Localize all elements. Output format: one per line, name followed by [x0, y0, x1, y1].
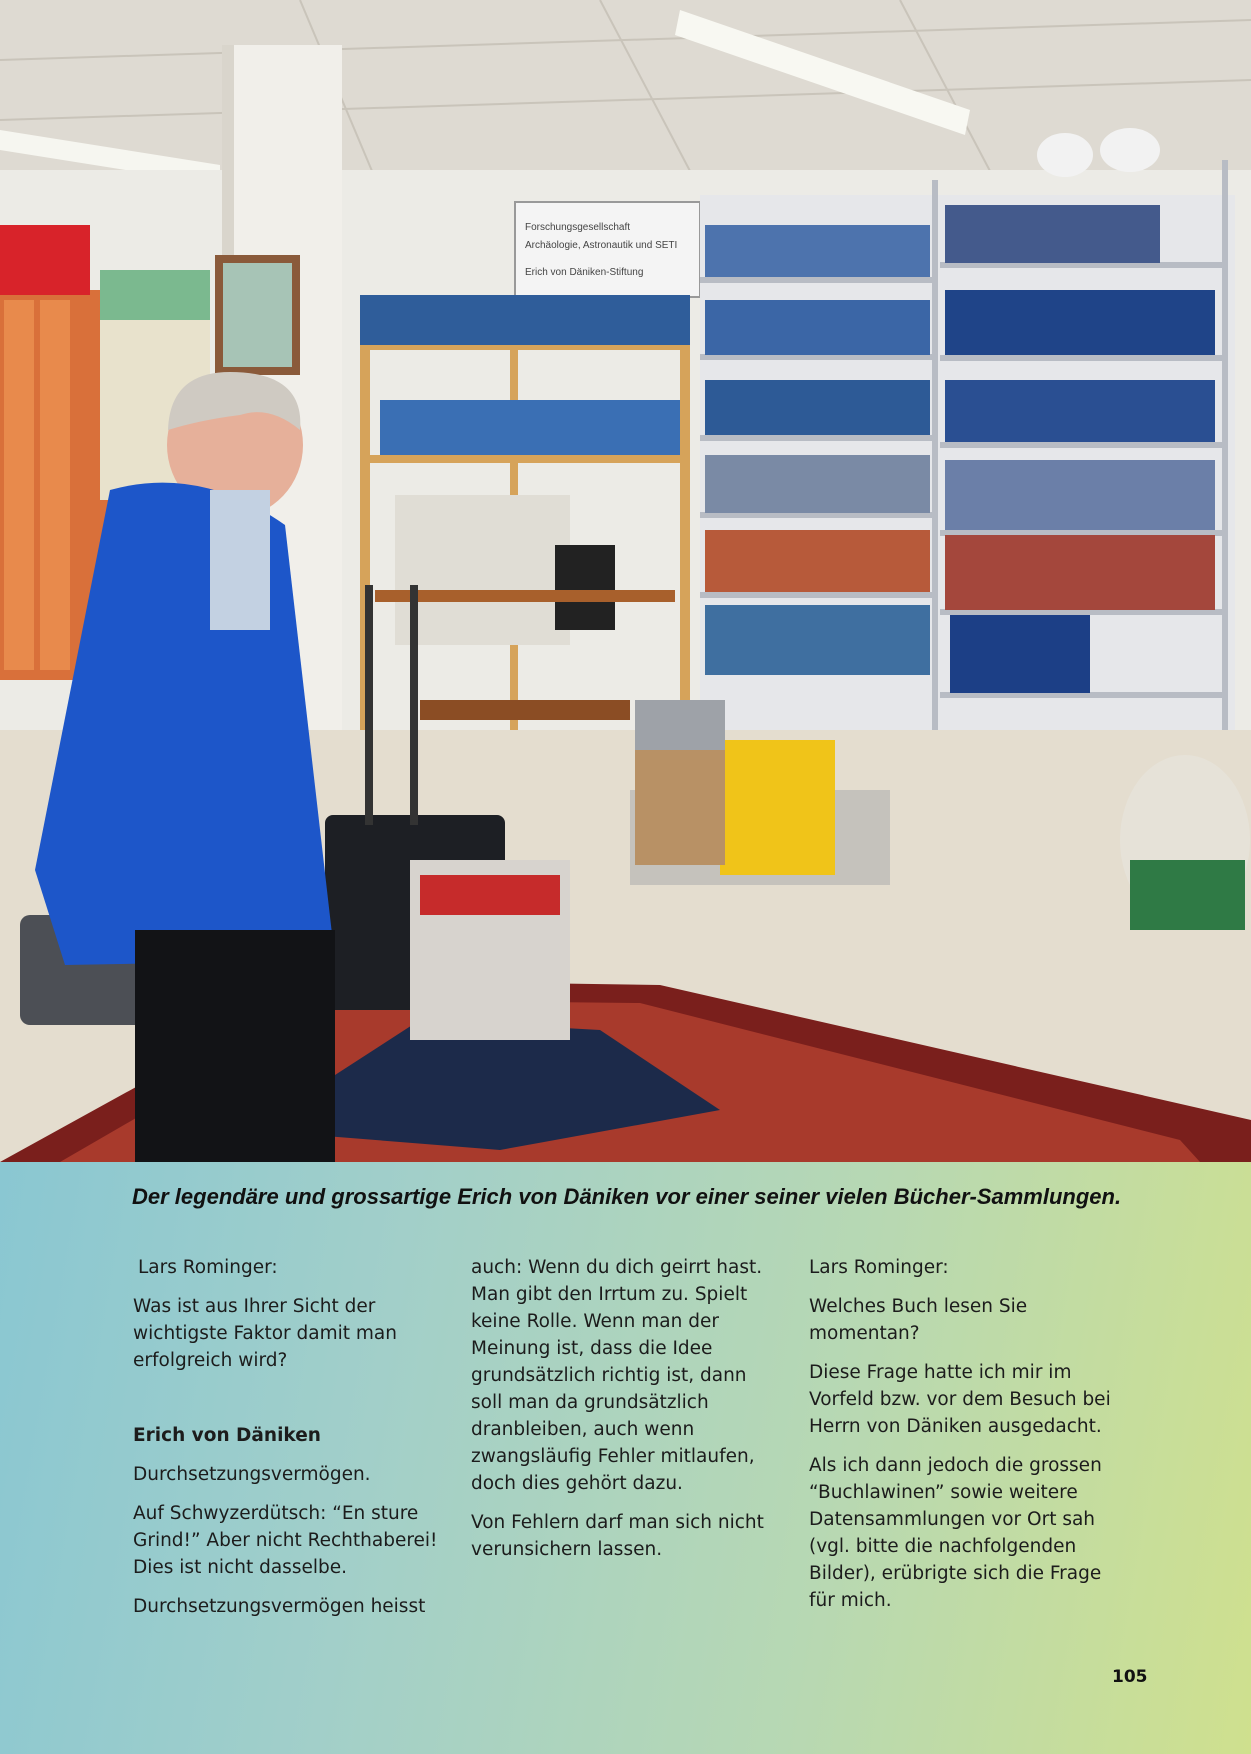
page-number: 105 — [1112, 1667, 1148, 1687]
column-3-text-2: Als ich dann jedoch die grossen “Buchlawinen” sowie weitere Datensammlungen vor Ort sah (vgl. bitte die nachfolgenden Bilder), erübrigte sich die Frage für mich. — [809, 1455, 1102, 1611]
speaker-erich: Erich von Däniken — [133, 1425, 321, 1446]
sign-line-2: Archäologie, Astronautik und SETI — [525, 240, 678, 251]
question-current-book: Welches Buch lesen Sie momentan? — [809, 1296, 1028, 1344]
answer-1: Durchsetzungsvermögen. — [133, 1464, 371, 1485]
speaker-lars-1: Lars Rominger: — [138, 1257, 278, 1278]
column-1 — [133, 1254, 443, 1632]
sign-line-1: Forschungsgesellschaft — [525, 222, 631, 233]
column-2-text-1: auch: Wenn du dich geirrt hast. Man gibt den Irrtum zu. Spielt keine Rolle. Wenn man der Meinung ist, dass die Idee grundsätzlich richtig ist, dann soll man da grundsätzlich dranbleiben, auch wenn zwangsläufig Fehler mitlaufen, doch dies gehört dazu. — [471, 1257, 763, 1494]
sign-line-3: Erich von Däniken-Stiftung — [525, 267, 644, 278]
answer-3: Durchsetzungsvermögen heisst — [133, 1596, 426, 1617]
column-2-text-2: Von Fehlern darf man sich nicht verunsichern lassen. — [471, 1512, 764, 1560]
column-3-text-1: Diese Frage hatte ich mir im Vorfeld bzw. vor dem Besuch bei Herrn von Däniken ausgedacht. — [809, 1362, 1111, 1437]
photo-caption: Der legendäre und grossartige Erich von Däniken vor einer seiner vielen Bücher-Sammlungen. — [132, 1184, 1122, 1209]
question-success-factor: Was ist aus Ihrer Sicht der wichtigste Faktor damit man erfolgreich wird? — [133, 1296, 397, 1371]
answer-2: Auf Schwyzerdütsch: “En sture Grind!” Aber nicht Rechthaberei! Dies ist nicht dasselbe. — [133, 1503, 438, 1578]
column-2 — [471, 1254, 781, 1575]
column-3 — [809, 1254, 1119, 1626]
speaker-lars-2: Lars Rominger: — [809, 1257, 949, 1278]
